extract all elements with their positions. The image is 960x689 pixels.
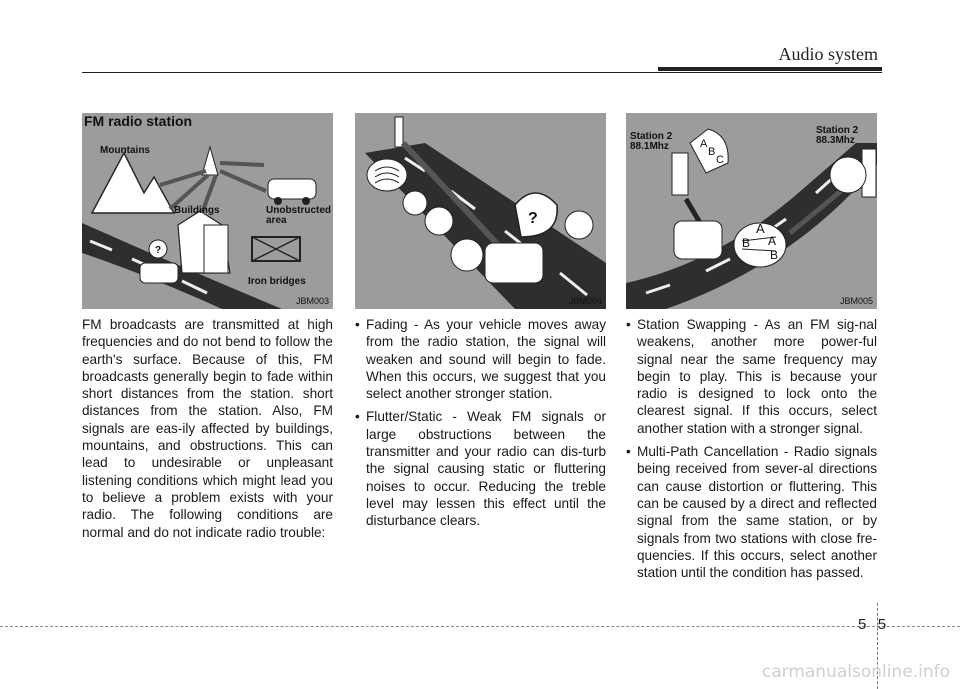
bullet-item	[355, 316, 606, 402]
header-rule-accent	[658, 67, 882, 71]
label-letter-c: C	[716, 154, 724, 166]
bullet-glyph: •	[355, 409, 360, 425]
bullet-item	[626, 316, 877, 437]
text-column-1	[82, 316, 333, 541]
fm-radio-illustration	[82, 113, 333, 309]
label-letter-b: B	[742, 236, 751, 250]
label-letter-b: B	[708, 146, 716, 158]
header-rule	[82, 72, 882, 73]
label-area: area	[266, 215, 287, 226]
figure-id-label: JBM005	[839, 296, 873, 306]
text-column-3	[626, 316, 877, 587]
label-letter-b: B	[770, 248, 779, 262]
bullet-text: Multi-Path Cancellation - Radio signals being received from sever-al directions can cause distortion or fluttering. This can be caused by a direct and reflected signal from the same station, or by signals from two stations with close fre-quencies. If this occurs, select another station until the condition has passed.	[637, 444, 877, 581]
figure-station-swapping	[626, 113, 877, 309]
label-letter-a: A	[700, 138, 708, 150]
label-iron-bridges: Iron bridges	[248, 276, 306, 287]
label-unobstructed: Unobstructed	[266, 205, 331, 216]
figure-fm-radio-station	[82, 113, 333, 309]
watermark: carmanualsonline.info	[761, 662, 950, 682]
bullet-glyph: •	[626, 444, 631, 460]
bullet-text: Flutter/Static - Weak FM signals or large obstructions between the transmitter and your radio can dis-turb the signal causing static or fluttering noises to occur. Reducing the treble level may lessen this effect until the disturbance clears.	[366, 409, 606, 529]
bullet-text: Fading - As your vehicle moves away from the radio station, the signal will weaken and sound will begin to fade. When this occurs, we suggest that you select another stronger station.	[366, 317, 606, 402]
page-number	[858, 616, 887, 633]
page-chapter: 5	[858, 616, 868, 633]
label-buildings: Buildings	[174, 205, 220, 216]
figure-fading	[355, 113, 606, 309]
figure-id-label: JBM004	[568, 296, 602, 306]
page-header-title: Audio system	[778, 44, 878, 64]
page-number-value: 5	[877, 616, 888, 633]
bullet-text: Station Swapping - As an FM sig-nal weakens, another more power-ful signal near the same frequency may begin to play. This is because your radio is designed to lock onto the clearest signal. If this occurs, select another station with a stronger signal.	[637, 317, 877, 436]
label-station-right-freq: 88.3Mhz	[816, 135, 855, 146]
figure-question-mark: ?	[528, 210, 538, 227]
fading-illustration	[355, 113, 606, 309]
intro-paragraph: FM broadcasts are transmitted at high frequencies and do not bend to follow the earth's surface. Because of this, FM broadcasts generally begin to fade within short distances from the station. short distances from the station. Also, FM signals are eas-ily affected by buildings, mountains, and obstructions. This can lead to undesirable or unpleasant listening conditions which might lead you to believe a problem exists with your radio. The following conditions are normal and do not indicate radio trouble:	[82, 317, 333, 540]
figure-title: FM radio station	[84, 113, 193, 129]
label-mountains: Mountains	[100, 145, 150, 156]
station-swapping-illustration	[626, 113, 877, 309]
label-letter-a: A	[768, 234, 777, 248]
bullet-item	[626, 443, 877, 581]
bullet-glyph: •	[355, 317, 360, 332]
bullet-glyph: •	[626, 317, 631, 332]
bullet-item	[355, 408, 606, 529]
figure-question-mark: ?	[155, 245, 162, 256]
figure-id-label: JBM003	[295, 296, 329, 306]
text-column-2	[355, 316, 606, 536]
label-station-left-freq: 88.1Mhz	[630, 141, 669, 152]
footer-rule	[0, 626, 960, 627]
label-station-right-name: Station 2	[816, 125, 859, 136]
label-letter-a: A	[756, 221, 765, 236]
label-station-left-name: Station 2	[630, 131, 673, 142]
